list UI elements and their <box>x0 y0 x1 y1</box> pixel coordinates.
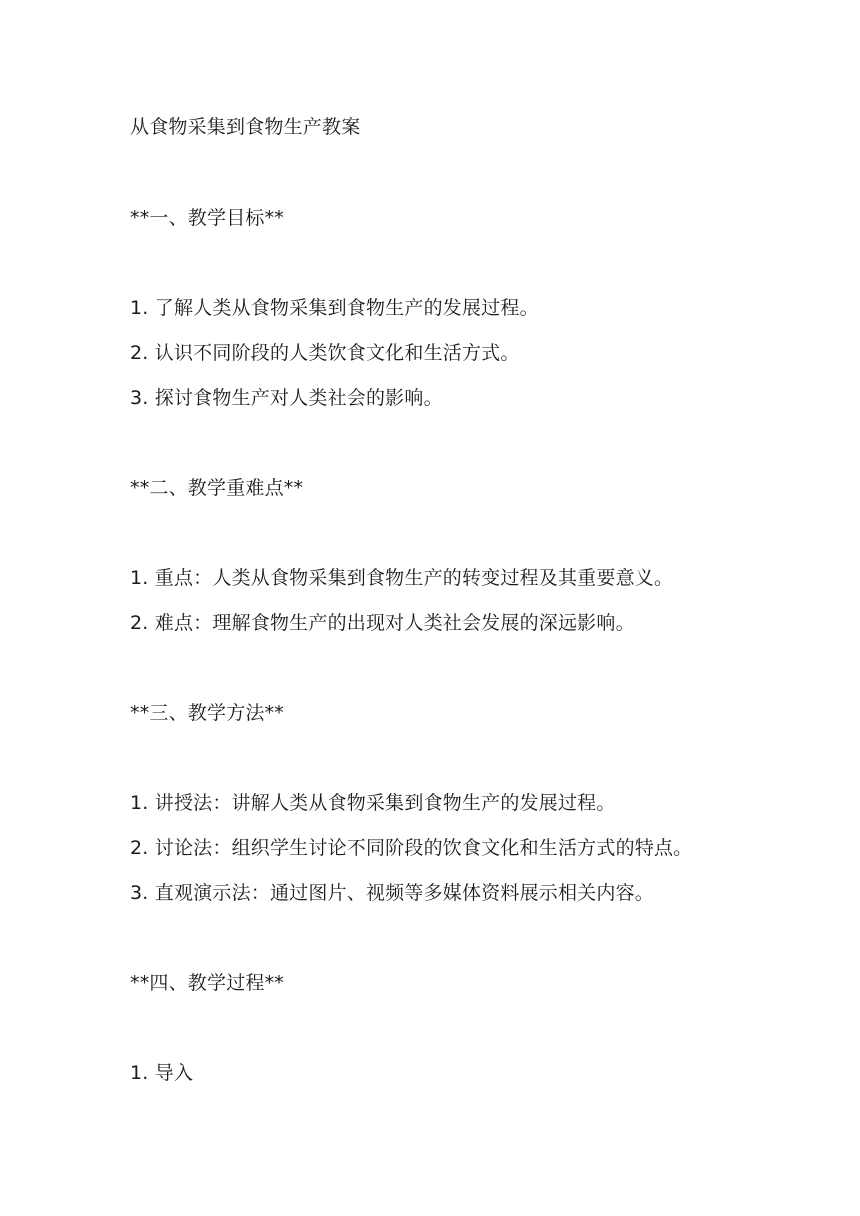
method-item-3: 3. 直观演示法：通过图片、视频等多媒体资料展示相关内容。 <box>130 882 654 904</box>
method-item-2: 2. 讨论法：组织学生讨论不同阶段的饮食文化和生活方式的特点。 <box>130 837 693 859</box>
objective-item-3: 3. 探讨食物生产对人类社会的影响。 <box>130 387 443 409</box>
section-heading-objectives: **一、教学目标** <box>130 207 285 229</box>
objective-item-2: 2. 认识不同阶段的人类饮食文化和生活方式。 <box>130 342 520 364</box>
key-point-item-1: 1. 重点：人类从食物采集到食物生产的转变过程及其重要意义。 <box>130 567 674 589</box>
key-point-item-2: 2. 难点：理解食物生产的出现对人类社会发展的深远影响。 <box>130 612 635 634</box>
section-heading-process: **四、教学过程** <box>130 972 285 994</box>
method-item-1: 1. 讲授法：讲解人类从食物采集到食物生产的发展过程。 <box>130 792 616 814</box>
section-heading-methods: **三、教学方法** <box>130 702 285 724</box>
document-title: 从食物采集到食物生产教案 <box>130 116 361 138</box>
objective-item-1: 1. 了解人类从食物采集到食物生产的发展过程。 <box>130 297 539 319</box>
process-item-1: 1. 导入 <box>130 1062 194 1084</box>
section-heading-key-points: **二、教学重难点** <box>130 477 304 499</box>
